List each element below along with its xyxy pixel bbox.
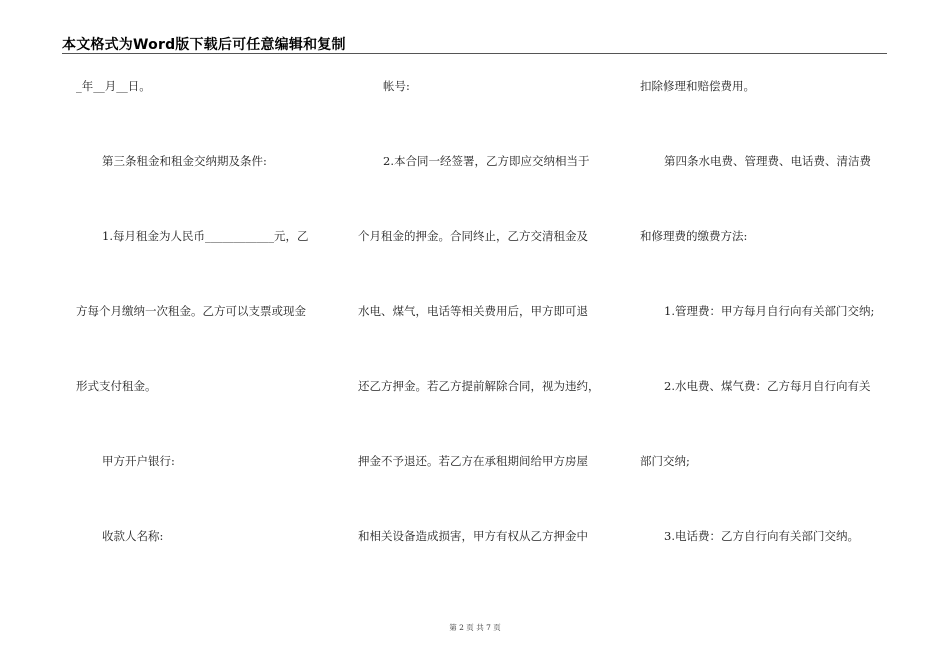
text-line: 扣除修理和赔偿费用。: [640, 79, 755, 93]
text-line: 方每个月缴纳一次租金。乙方可以支票或现金: [76, 304, 306, 318]
text-line: 形式支付租金。: [76, 379, 157, 393]
text-line: 押金不予退还。若乙方在承租期间给甲方房屋: [358, 454, 588, 468]
text-line: 个月租金的押金。合同终止，乙方交清租金及: [358, 229, 588, 243]
text-line: 第四条水电费、管理费、电话费、清洁费: [664, 154, 871, 168]
header-divider: [62, 53, 887, 54]
page-number-footer: 第 2 页 共 7 页: [449, 623, 501, 632]
text-line: 水电、煤气，电话等相关费用后，甲方即可退: [358, 304, 588, 318]
text-line: 部门交纳;: [640, 454, 690, 468]
text-line: 2.水电费、煤气费：乙方每月自行向有关: [664, 379, 871, 393]
text-line: 1.管理费：甲方每月自行向有关部门交纳;: [664, 304, 875, 318]
text-line: 3.电话费：乙方自行向有关部门交纳。: [664, 529, 859, 543]
text-line: 甲方开户银行:: [102, 454, 175, 468]
text-line: 和修理费的缴费方法:: [640, 229, 748, 243]
text-line: _年__月__日。: [76, 79, 151, 93]
text-line: 2.本合同一经签署，乙方即应交纳相当于: [383, 154, 590, 168]
text-line: 收款人名称:: [102, 529, 164, 543]
text-line: 帐号:: [383, 79, 410, 93]
text-line: 和相关设备造成损害，甲方有权从乙方押金中: [358, 529, 588, 543]
text-line: 1.每月租金为人民币____________元，乙: [102, 229, 309, 243]
document-header-title: 本文格式为Word版下载后可任意编辑和复制: [62, 37, 346, 53]
text-line: 还乙方押金。若乙方提前解除合同，视为违约，: [358, 379, 600, 393]
text-line: 第三条租金和租金交纳期及条件:: [102, 154, 267, 168]
